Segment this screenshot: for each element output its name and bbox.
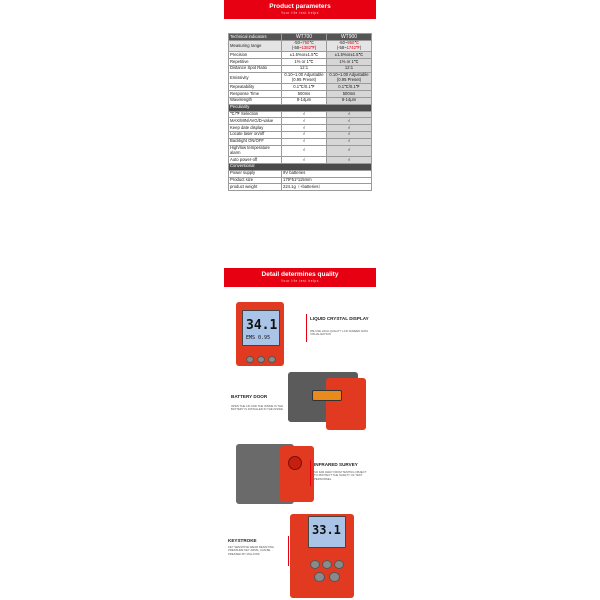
- cell-wt700: ±1.5%or±1.5℃: [282, 52, 327, 59]
- detail-quality-banner: [224, 268, 376, 287]
- caption-divider: [306, 314, 307, 342]
- detail-title: BATTERY DOOR: [231, 394, 268, 399]
- measuring-range-wt900: [327, 40, 372, 52]
- detail-description: WE USE HIGH QUALITY LCD SCREEN DATA VISUALIZATION: [310, 329, 368, 337]
- device-front: [280, 446, 314, 502]
- keypad-button-icon: [310, 560, 320, 569]
- table-row: [229, 118, 372, 125]
- device-grip: [326, 378, 366, 430]
- lcd-screen: [242, 310, 280, 346]
- table-row: [229, 59, 372, 66]
- section-title: Peculiarity: [229, 104, 372, 111]
- detail-title: KEYSTROKE: [228, 538, 257, 543]
- header-wt700: WT700: [282, 34, 327, 41]
- parameters-table: [228, 33, 372, 191]
- row-label: Precision: [229, 52, 282, 59]
- detail-description: OPEN THE LID AND THE INSIDE IS THE BATTERY IS INSTALLED IN THE INSIDE: [231, 404, 284, 412]
- range-red: 1742℉: [346, 45, 360, 51]
- check-wt700: √: [282, 138, 327, 145]
- detail-title: LIQUID CRYSTAL DISPLAY: [310, 316, 369, 321]
- keypad-button-icon: [334, 560, 344, 569]
- check-wt900: √: [327, 118, 372, 125]
- table-row: [229, 40, 372, 52]
- row-label: Emissivity: [229, 72, 282, 84]
- detail-lcd-panel: [226, 300, 374, 368]
- device-button-icon: [246, 356, 254, 363]
- lcd-reading: 33.1: [312, 523, 341, 537]
- cell-wt900: 8-14μm: [327, 97, 372, 104]
- check-wt900: √: [327, 125, 372, 132]
- table-row: [229, 111, 372, 118]
- banner-subtitle: Your life test helps: [281, 11, 319, 15]
- range-text: (-58~: [291, 45, 302, 51]
- cell-wt700: 500ms: [282, 91, 327, 98]
- check-wt700: √: [282, 118, 327, 125]
- keypad-up-icon: [329, 572, 340, 582]
- check-wt900: √: [327, 145, 372, 157]
- cell-wt700: 8-14μm: [282, 97, 327, 104]
- check-wt900: √: [327, 131, 372, 138]
- table-row: [229, 97, 372, 104]
- row-label: Response Time: [229, 91, 282, 98]
- table-row: [229, 65, 372, 72]
- product-weight-value: 224.1g（+batteries）: [282, 184, 372, 191]
- device-button-icon: [257, 356, 265, 363]
- row-label: Wavelength: [229, 97, 282, 104]
- range-red: 950℃: [347, 40, 360, 46]
- cell-wt900: 1% or 1℃: [327, 59, 372, 66]
- row-label: Auto power-off: [229, 157, 282, 164]
- banner-subtitle: Your life test helps: [281, 279, 319, 283]
- table-row: [229, 157, 372, 164]
- row-label: Repetitive: [229, 59, 282, 66]
- table-row: [229, 91, 372, 98]
- row-label: Distance Spot Ratio: [229, 65, 282, 72]
- section-conventional: [229, 163, 372, 170]
- cell-wt900: 12:1: [327, 65, 372, 72]
- check-wt700: √: [282, 145, 327, 157]
- detail-keystroke-panel: [226, 514, 374, 598]
- caption-divider: [288, 536, 289, 566]
- table-row: [229, 84, 372, 91]
- cell-wt900: 0.10~1.00 Adjustable (0.95 Preset): [327, 72, 372, 84]
- row-label: MAX/MIN/AVG/D-value: [229, 118, 282, 125]
- range-text: ): [314, 45, 317, 51]
- lcd-reading: 34.1: [246, 318, 278, 333]
- check-wt900: √: [327, 138, 372, 145]
- row-label: High/low temperature alarm: [229, 145, 282, 157]
- table-header-row: [229, 34, 372, 41]
- check-wt700: √: [282, 125, 327, 132]
- table-row: [229, 177, 372, 184]
- measuring-range-wt700: [282, 40, 327, 52]
- range-text: -50~: [293, 40, 303, 46]
- cell-wt700: 1% or 1℃: [282, 59, 327, 66]
- detail-battery-panel: [226, 368, 374, 436]
- header-wt900: WT900: [327, 34, 372, 41]
- section-title: Conventional: [229, 163, 372, 170]
- device-button-icon: [268, 356, 276, 363]
- cell-wt700: 0.10~1.00 Adjustable (0.95 Preset): [282, 72, 327, 84]
- detail-infrared-panel: [226, 440, 374, 510]
- caption-divider: [310, 460, 311, 486]
- sensor-lens-icon: [288, 456, 302, 470]
- detail-title: INFRARED SURVEY: [314, 462, 358, 467]
- range-text: ): [359, 45, 362, 51]
- header-label: Technical indicators: [229, 34, 282, 41]
- table-row: [229, 170, 372, 177]
- table-row: [229, 131, 372, 138]
- cell-wt700: 12:1: [282, 65, 327, 72]
- table-row: [229, 125, 372, 132]
- detail-description: KEY SENSITIVE WEAR RESISTING PRESSURE KEY ARMS, CAN BE PRESSED BY MILLIONS: [228, 545, 274, 556]
- row-label: Power supply: [229, 170, 282, 177]
- table-row: [229, 52, 372, 59]
- lcd-screen: [308, 516, 346, 548]
- row-label: Measuring range: [229, 40, 282, 52]
- row-label: ℃/℉ Selection: [229, 111, 282, 118]
- keypad-down-icon: [314, 572, 325, 582]
- cell-wt900: 500ms: [327, 91, 372, 98]
- battery-icon: [312, 390, 342, 401]
- cell-wt700: 0.1℃/0.1℉: [282, 84, 327, 91]
- range-red: 1382℉: [301, 45, 315, 51]
- check-wt900: √: [327, 111, 372, 118]
- keypad-button-icon: [322, 560, 332, 569]
- product-size-value: 179*51*115mm: [282, 177, 372, 184]
- range-red: 750℃: [302, 40, 315, 46]
- cell-wt900: 0.1℃/0.1℉: [327, 84, 372, 91]
- banner-title: Product parameters: [269, 3, 331, 10]
- banner-title: Detail determines quality: [261, 271, 339, 278]
- lcd-emissivity: EMS 0.95: [246, 335, 271, 341]
- check-wt700: √: [282, 157, 327, 164]
- section-peculiarity: [229, 104, 372, 111]
- detail-description: SO FAR AWAY FROM TESTING OBJECT TO PROTECT THE SAFETY OF TEST PERSONNEL: [314, 470, 367, 481]
- row-label: Keep date display: [229, 125, 282, 132]
- power-supply-value: 9V batteries: [282, 170, 372, 177]
- table-row: [229, 184, 372, 191]
- check-wt700: √: [282, 131, 327, 138]
- cell-wt900: ±1.5%or±1.5℃: [327, 52, 372, 59]
- range-text: (-58~: [336, 45, 347, 51]
- table-row: [229, 145, 372, 157]
- table-row: [229, 72, 372, 84]
- row-label: Locate laser on/off: [229, 131, 282, 138]
- row-label: Product size: [229, 177, 282, 184]
- row-label: Repeatability: [229, 84, 282, 91]
- product-parameters-banner: [224, 0, 376, 19]
- row-label: product weight: [229, 184, 282, 191]
- table-row: [229, 138, 372, 145]
- check-wt900: √: [327, 157, 372, 164]
- range-text: -50~: [338, 40, 348, 46]
- check-wt700: √: [282, 111, 327, 118]
- row-label: Backlight ON/OFF: [229, 138, 282, 145]
